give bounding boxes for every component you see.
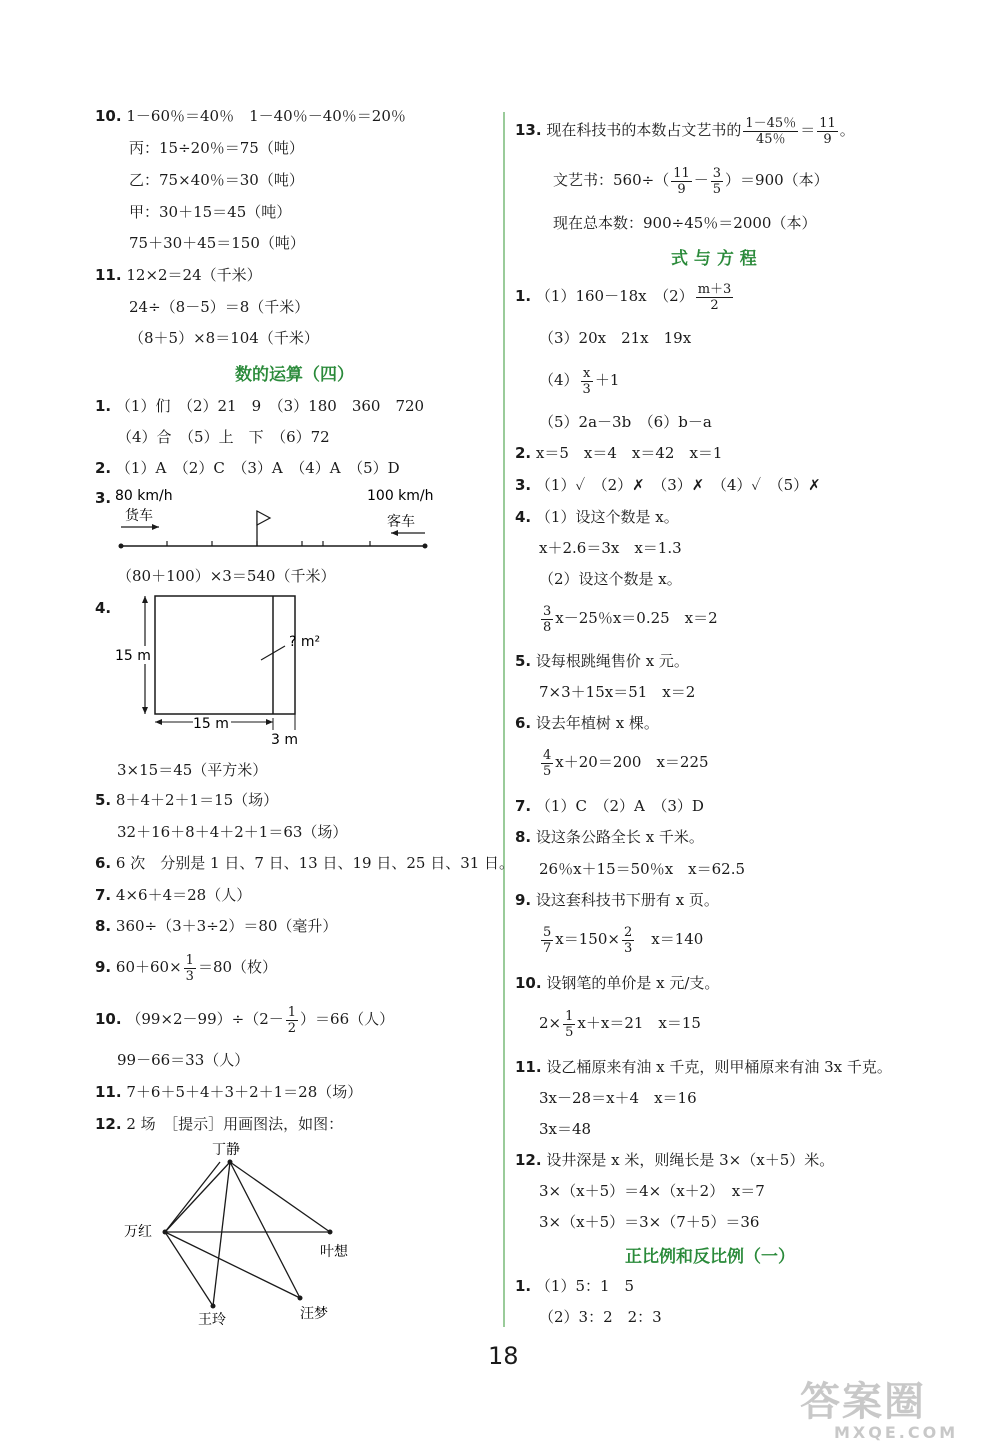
area-rectangle-diagram (113, 590, 353, 750)
e3-line1: 3. （1）✓ （2）✗ （3）✗ （4）✓ （5）✗ (515, 476, 821, 494)
s3-number: 3. (95, 489, 112, 507)
e1-line4: （5）2a－3b （6）b－a (539, 413, 712, 431)
area-unknown-label: ? m² (289, 634, 321, 650)
s5-line2: 32＋16＋8＋4＋2＋1＝63（场） (117, 823, 348, 841)
s10-line1: 10. （99×2－99）÷（2－ $\frac{1}{2}$ ）＝66（人） (95, 1004, 395, 1036)
e12-line1: 12. 设井深是 x 米，则绳长是 3×（x＋5）米。 (515, 1151, 835, 1169)
watermark-big-text: 答案圈 (800, 1379, 926, 1425)
strip-width-label: 3 m (271, 732, 298, 748)
e10-line1: 10. 设钢笔的单价是 x 元/支。 (515, 974, 720, 992)
node-label-wangmeng: 汪梦 (300, 1306, 328, 1322)
fraction: $\frac{11}{9}$ (819, 115, 836, 147)
e12-line2: 3×（x＋5）＝4×（x＋2） x＝7 (539, 1182, 765, 1200)
s4-number: 4. (95, 599, 112, 617)
fraction: $\frac{1}{3}$ (185, 952, 194, 984)
node-label-yexiang: 叶想 (320, 1244, 348, 1260)
s6-line1: 6. 6 次 分别是 1 日、7 日、13 日、19 日、25 日、31 日。 (95, 854, 515, 872)
s12-line1: 12. 2 场 ［提示］用画图法，如图： (95, 1115, 344, 1133)
watermark-url: MXQE.COM (834, 1423, 959, 1442)
q10-line4: 甲：30＋15＝45（吨） (129, 203, 292, 221)
graph-edges (165, 1162, 330, 1306)
q10-line3: 乙：75×40％＝30（吨） (129, 171, 304, 189)
column-divider (503, 112, 505, 1327)
p1-line1: 1. （1）5：1 5 (515, 1277, 635, 1295)
passenger-train-label: 客车 (387, 514, 415, 530)
e2-line1: 2. x＝5 x＝4 x＝42 x＝1 (515, 444, 723, 462)
q11-line1: 11. 12×2＝24（千米） (95, 266, 262, 284)
e4-line3: （2）设这个数是 x。 (539, 570, 682, 588)
e6-line2: $\frac{4}{5}$ x＋20＝200 x＝225 (543, 747, 709, 779)
s2-line1: 2. （1）A （2）C （3）A （4）A （5）D (95, 459, 400, 477)
e4-line1: 4. （1）设这个数是 x。 (515, 508, 679, 526)
s7-line1: 7. 4×6＋4＝28（人） (95, 886, 252, 904)
node-label-wangling: 王玲 (198, 1312, 226, 1328)
s1-line1: 1. （1）们 （2）21 9 （3）180 360 720 (95, 397, 425, 415)
e11-line2: 3x－28＝x＋4 x＝16 (539, 1089, 697, 1107)
node-label-wanhong: 万红 (124, 1224, 152, 1240)
flag-icon (257, 511, 270, 525)
e9-line1: 9. 设这套科技书下册有 x 页。 (515, 891, 719, 909)
section-title-operations-4: 数的运算（四） (235, 365, 354, 385)
e5-line2: 7×3＋15x＝51 x＝2 (539, 683, 696, 701)
s9-line1: 9. 60＋60× $\frac{1}{3}$ ＝80（枚） (95, 952, 278, 984)
section-title-equations: 式 与 方 程 (671, 249, 757, 269)
side-length-label: 15 m (115, 648, 151, 664)
q10-line2: 丙：15÷20％＝75（吨） (129, 139, 304, 157)
s4-formula: 3×15＝45（平方米） (117, 761, 268, 779)
q11-line2: 24÷（8－5）＝8（千米） (129, 298, 310, 316)
q13-line1: 13. 现在科技书的本数占文艺书的 $\frac{1-45\%}{45\%}$ ＝ $\frac{11}{9}$ 。 (515, 115, 855, 147)
fraction: $\frac{2}{3}$ (623, 924, 633, 956)
e12-line3: 3×（x＋5）＝3×（7＋5）＝36 (539, 1213, 760, 1231)
e4-line2: x＋2.6＝3x x＝1.3 (539, 539, 682, 557)
q13-line3: 现在总本数：900÷45％＝2000（本） (553, 214, 817, 232)
graph-nodes (163, 1160, 333, 1309)
speed-right-label: 100 km/h (367, 488, 434, 504)
q13-line2: 文艺书：560÷（ $\frac{11}{9}$ － $\frac{3}{5}$ ）＝900（本） (553, 165, 829, 197)
e1-line2: （3）20x 21x 19x (539, 329, 692, 347)
track-end-dot (423, 544, 428, 549)
fraction: $\frac{11}{9}$ (673, 165, 690, 197)
section-title-proportion-1: 正比例和反比例（一） (625, 1247, 795, 1267)
e11-line3: 3x＝48 (539, 1120, 592, 1138)
fraction: $\frac{1-45\%}{45\%}$ (745, 115, 797, 147)
fraction: $\frac{3}{8}$ (543, 603, 552, 635)
match-graph-diagram (120, 1140, 380, 1330)
fraction: $\frac{1}{5}$ (565, 1008, 574, 1040)
speed-left-label: 80 km/h (115, 488, 173, 504)
p1-line2: （2）3：2 2：3 (539, 1308, 662, 1326)
s1-line2: （4）合 （5）上 下 （6）72 (117, 428, 330, 446)
e8-line2: 26％x＋15＝50％x x＝62.5 (539, 860, 746, 878)
square-field (155, 596, 295, 714)
e7-line1: 7. （1）C （2）A （3）D (515, 797, 704, 815)
fraction: $\frac{5}{7}$ (543, 924, 552, 956)
e1-line1: 1. （1）160－18x （2） $\frac{m+3}{2}$ (515, 281, 732, 313)
train-number-line-diagram (115, 486, 445, 558)
fraction: $\frac{3}{5}$ (712, 165, 722, 197)
fraction: $\frac{m+3}{2}$ (697, 281, 732, 313)
node-label-dingjing: 丁静 (212, 1142, 240, 1158)
fraction: $\frac{x}{3}$ (582, 365, 591, 397)
e8-line1: 8. 设这条公路全长 x 千米。 (515, 828, 704, 846)
e9-line2: $\frac{5}{7}$ x＝150× $\frac{2}{3}$ x＝140 (543, 924, 704, 956)
e4-line4: $\frac{3}{8}$ x－25％x＝0.25 x＝2 (543, 603, 718, 635)
q11-line3: （8＋5）×8＝104（千米） (129, 329, 319, 347)
page-number: 18 (488, 1342, 519, 1370)
track-start-dot (119, 544, 124, 549)
e6-line1: 6. 设去年植树 x 棵。 (515, 714, 659, 732)
s5-line1: 5. 8＋4＋2＋1＝15（场） (95, 791, 279, 809)
fraction: $\frac{4}{5}$ (543, 747, 552, 779)
e11-line1: 11. 设乙桶原来有油 x 千克，则甲桶原来有油 3x 千克。 (515, 1058, 892, 1076)
q10-line5: 75＋30＋45＝150（吨） (129, 234, 305, 252)
bottom-length-label: 15 m (193, 716, 229, 732)
e1-line3: （4） $\frac{x}{3}$ ＋1 (539, 365, 620, 397)
watermark-logo (800, 1380, 980, 1442)
freight-train-label: 货车 (125, 508, 153, 524)
freight-arrow-head (152, 524, 159, 530)
e5-line1: 5. 设每根跳绳售价 x 元。 (515, 652, 689, 670)
e10-line2: 2× $\frac{1}{5}$ x＋x＝21 x＝15 (539, 1008, 701, 1040)
s3-formula: （80＋100）×3＝540（千米） (117, 567, 336, 585)
s11-line1: 11. 7＋6＋5＋4＋3＋2＋1＝28（场） (95, 1083, 363, 1101)
fraction: $\frac{1}{2}$ (287, 1004, 297, 1036)
q10-line1: 10. 1－60％＝40％ 1－40％－40％＝20％ (95, 107, 406, 125)
s8-line1: 8. 360÷（3＋3÷2）＝80（毫升） (95, 917, 338, 935)
passenger-arrow-head (391, 530, 398, 536)
s10-line2: 99－66＝33（人） (117, 1051, 250, 1069)
